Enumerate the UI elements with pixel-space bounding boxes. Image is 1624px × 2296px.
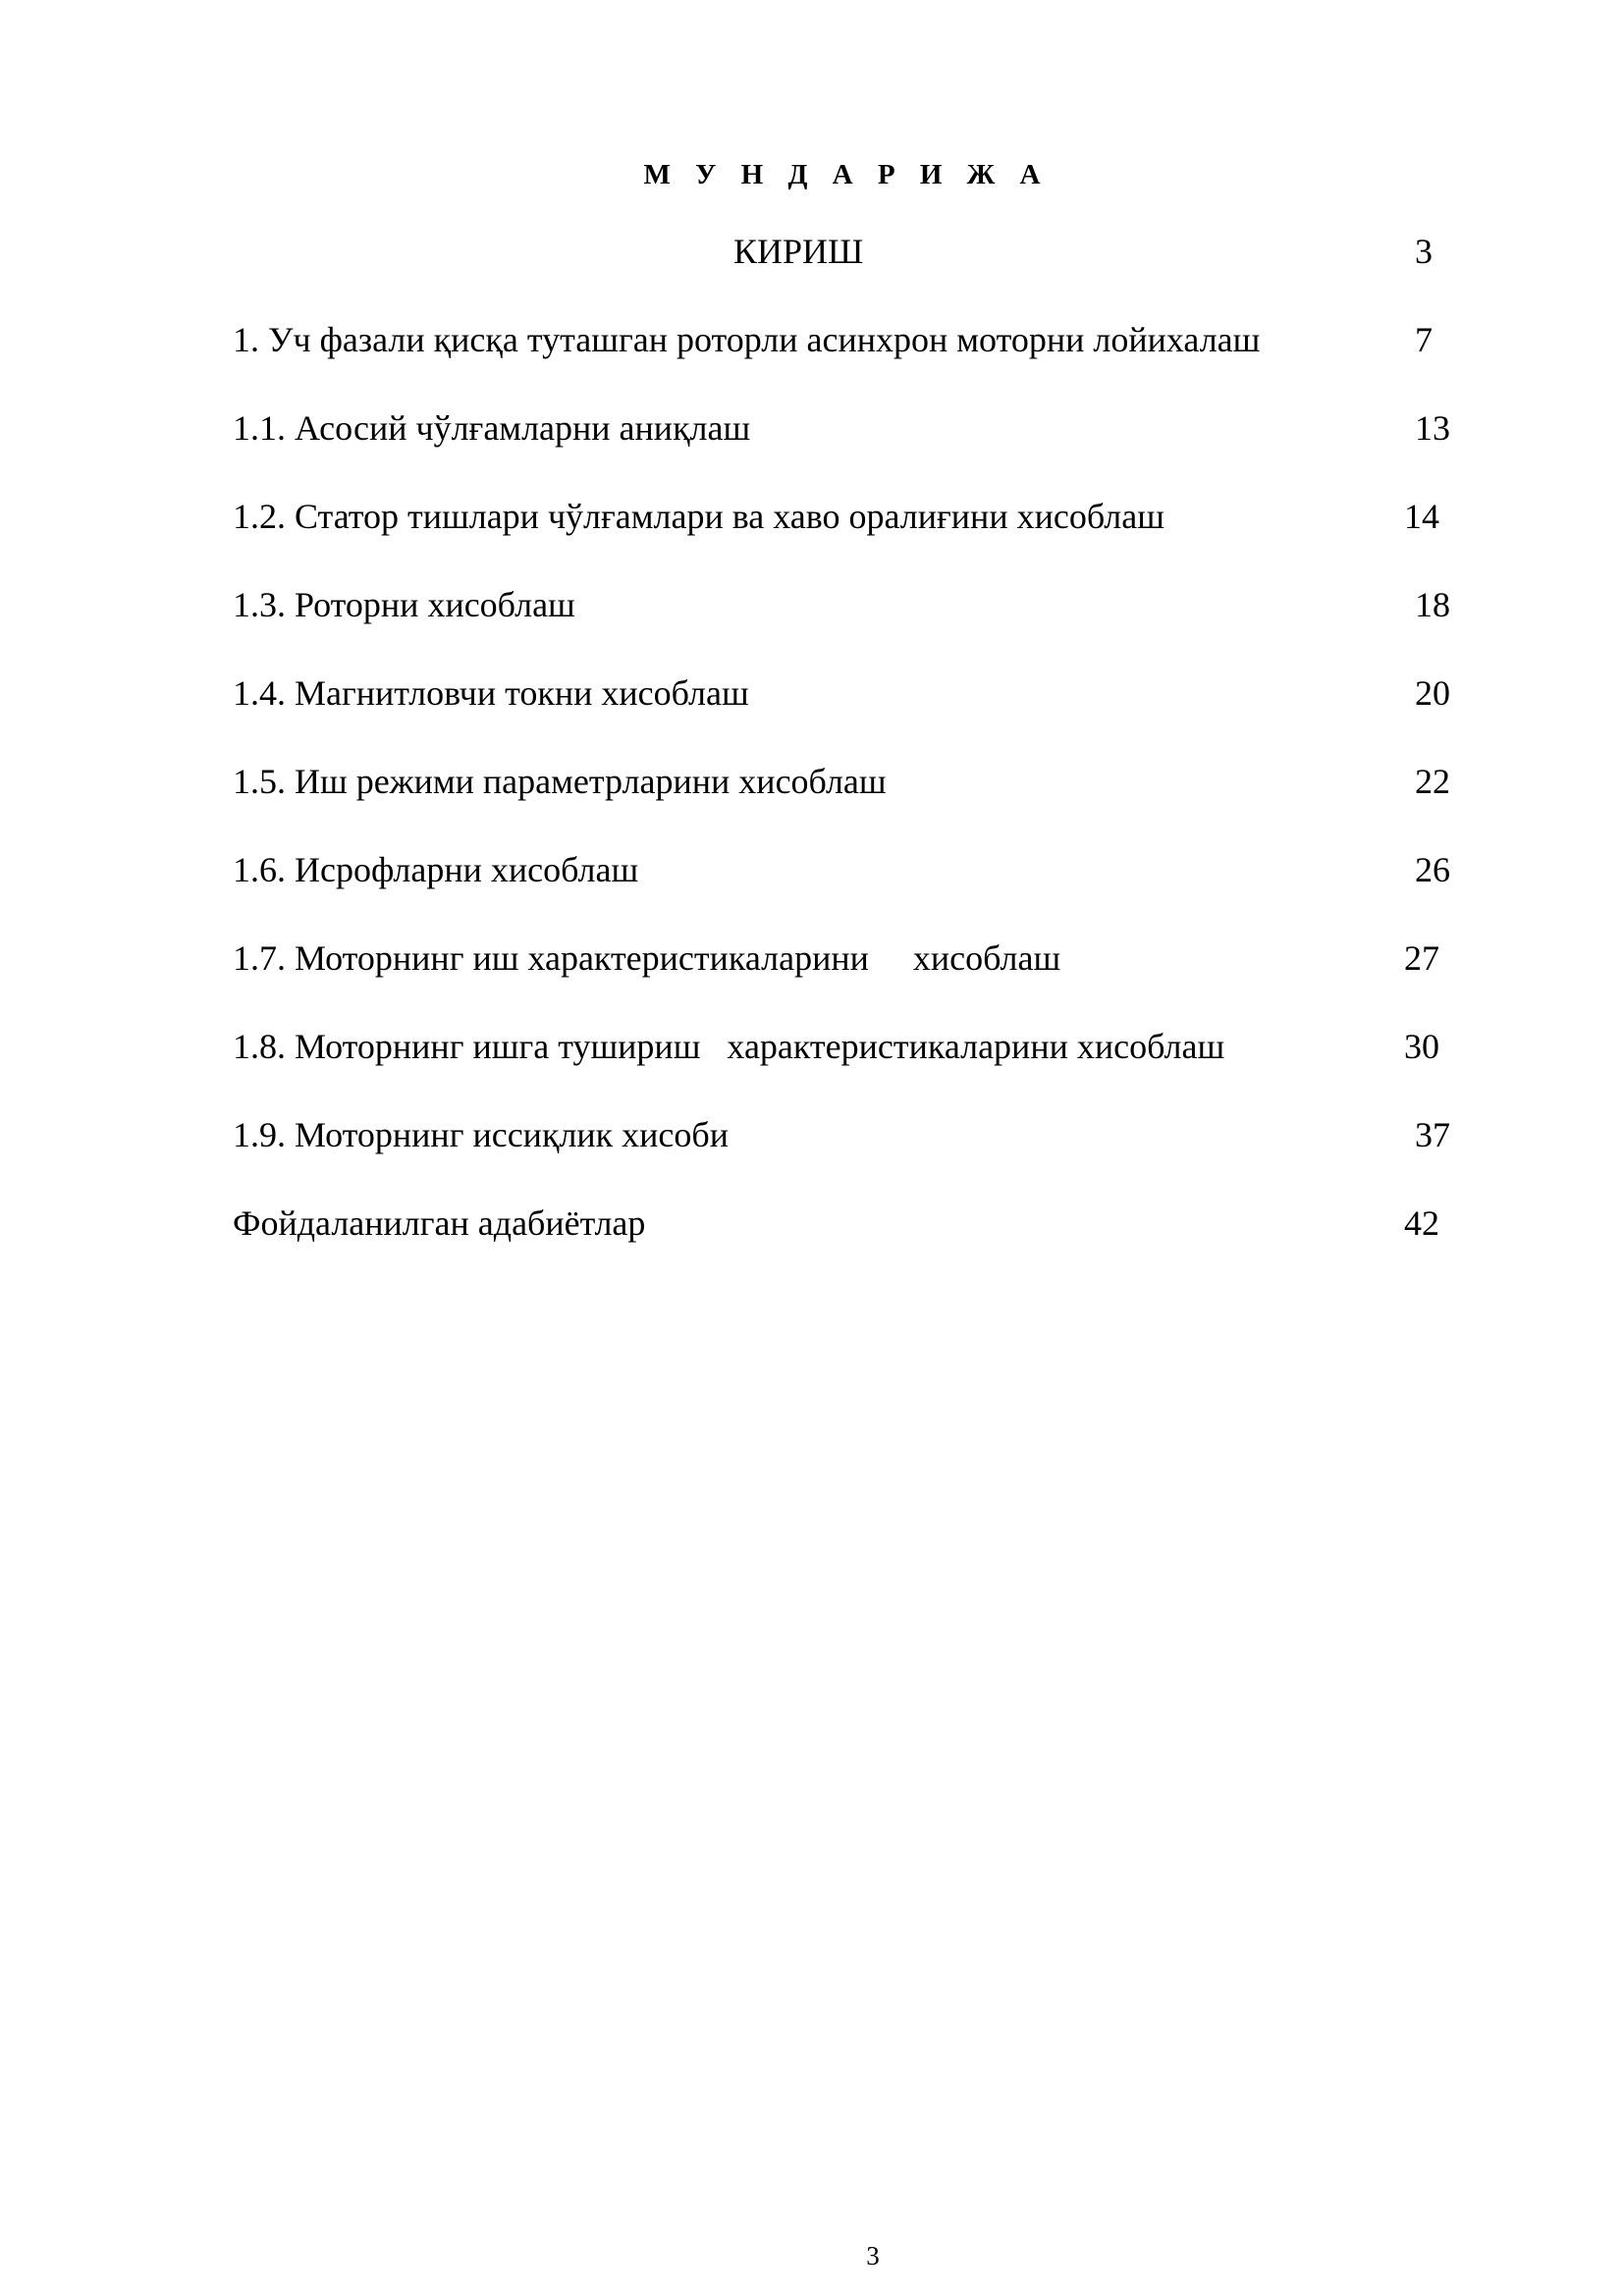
toc-entry-1-7: 1.7. Моторнинг иш характеристикаларини хисоблаш [233, 938, 1061, 978]
toc-page-1-5: 22 [1415, 762, 1450, 801]
toc-entry-1-8: 1.8. Моторнинг ишга тушириш характеристикаларини хисоблаш [233, 1027, 1225, 1066]
toc-page-1-9: 37 [1415, 1115, 1450, 1154]
toc-entry-1-4: 1.4. Магнитловчи токни хисоблаш [233, 673, 749, 713]
page-number: 3 [866, 2241, 880, 2270]
document-title: М У Н Д А Р И Ж А [643, 159, 1050, 190]
toc-page-1-1: 13 [1415, 408, 1450, 448]
toc-entry-references: Фойдаланилган адабиётлар [233, 1203, 646, 1243]
toc-page-1-4: 20 [1415, 673, 1450, 713]
toc-entry-1-5: 1.5. Иш режими параметрларини хисоблаш [233, 762, 887, 801]
toc-page-1: 7 [1415, 320, 1433, 359]
toc-entry-1: 1. Уч фазали қисқа туташган роторли асинхрон моторни лойихалаш [233, 320, 1261, 359]
toc-entry-1-2: 1.2. Статор тишлари чўлғамлари ва хаво оралиғини хисоблаш [233, 497, 1164, 536]
toc-entry-introduction: КИРИШ [733, 232, 864, 271]
toc-page-1-3: 18 [1415, 585, 1450, 624]
toc-entry-1-6: 1.6. Исрофларни хисоблаш [233, 850, 639, 889]
toc-entry-1-3: 1.3. Роторни хисоблаш [233, 585, 575, 624]
toc-entry-1-1: 1.1. Асосий чўлғамларни аниқлаш [233, 408, 751, 448]
toc-page-1-2: 14 [1404, 497, 1439, 536]
toc-page-introduction: 3 [1415, 232, 1433, 271]
toc-page-1-6: 26 [1415, 850, 1450, 889]
toc-page-references: 42 [1404, 1203, 1439, 1243]
toc-page-1-7: 27 [1404, 938, 1439, 978]
toc-entry-1-9: 1.9. Моторнинг иссиқлик хисоби [233, 1115, 729, 1154]
toc-page-1-8: 30 [1404, 1027, 1439, 1066]
